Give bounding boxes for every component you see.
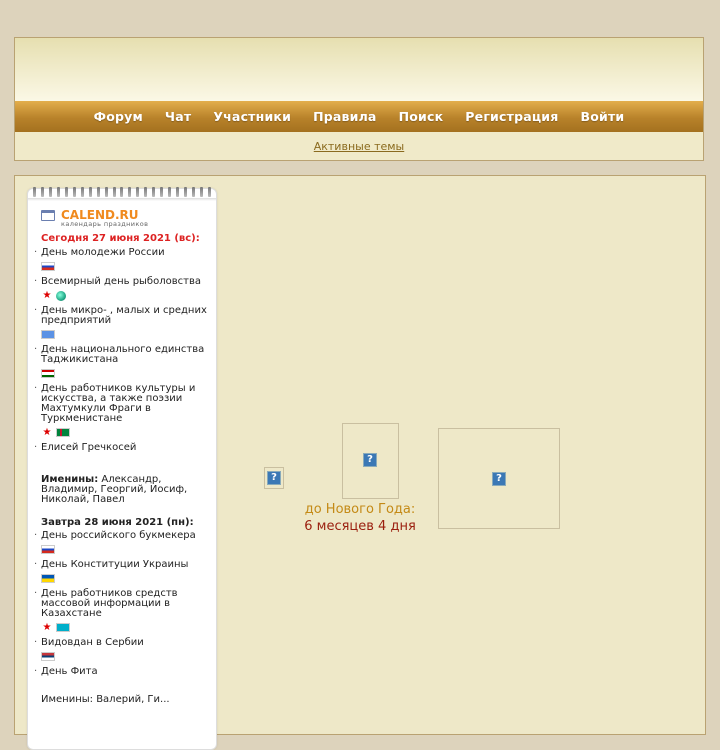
main-nav xyxy=(15,101,703,132)
star-icon: ★ xyxy=(42,427,52,438)
russia-flag-icon xyxy=(41,545,55,554)
holiday-item[interactable]: · День Конституции Украины xyxy=(41,560,211,584)
un-flag-icon xyxy=(41,330,55,339)
holiday-item[interactable]: · День российского букмекера xyxy=(41,531,211,555)
holiday-item[interactable]: · День работников культуры и искусства, а также поэзии Махтумкули Фраги в Туркменистане ★ xyxy=(34,383,196,438)
sub-nav xyxy=(15,132,703,160)
holiday-item[interactable]: · День работников средств массовой информации в Казахстане ★ xyxy=(34,588,178,633)
holiday-item[interactable]: · День национального единства Таджикистана xyxy=(41,345,211,379)
forum-header xyxy=(14,37,704,161)
russia-flag-icon xyxy=(41,262,55,271)
nav-search[interactable]: Поиск xyxy=(398,109,444,124)
calend-logo[interactable] xyxy=(41,209,211,231)
nav-rules[interactable]: Правила xyxy=(313,109,377,124)
nav-chat[interactable]: Чат xyxy=(164,109,192,124)
star-icon: ★ xyxy=(42,290,52,301)
nav-login[interactable]: Войти xyxy=(580,109,625,124)
nav-register[interactable]: Регистрация xyxy=(465,109,559,124)
holiday-item[interactable]: · День Фита xyxy=(34,666,98,677)
serbia-flag-icon xyxy=(41,652,55,661)
holiday-item[interactable]: · День молодежи России xyxy=(41,248,211,272)
banner-image-small[interactable] xyxy=(264,467,284,489)
calendar-icon xyxy=(41,210,55,221)
broken-image-icon: ? xyxy=(363,453,377,467)
header-banner xyxy=(15,38,703,101)
brand-subtitle: календарь праздников xyxy=(61,220,149,228)
new-year-countdown-value: 6 месяцев 4 дня xyxy=(304,519,416,534)
globe-icon xyxy=(56,291,66,301)
brand-name: CALEND.RU xyxy=(61,208,139,222)
namedays-today: Именины: Александр, Владимир, Георгий, Иосиф, Николай, Павел xyxy=(41,474,188,505)
active-topics-link[interactable]: Активные темы xyxy=(313,139,405,153)
holiday-item[interactable]: · Видовдан в Сербии xyxy=(41,638,211,662)
spiral-binding xyxy=(33,187,211,201)
kazakhstan-flag-icon xyxy=(56,623,70,632)
holiday-item[interactable]: · День микро- , малых и средних предприятий xyxy=(41,306,211,340)
holiday-item[interactable]: · Всемирный день рыболовства ★ xyxy=(34,276,201,301)
nav-members[interactable]: Участники xyxy=(213,109,292,124)
tajikistan-flag-icon xyxy=(41,369,55,378)
main-content xyxy=(14,175,706,735)
broken-image-icon: ? xyxy=(267,471,281,485)
namedays-tomorrow: Именины: Валерий, Ги... xyxy=(41,694,170,705)
turkmenistan-flag-icon xyxy=(56,428,70,437)
banner-image-medium[interactable] xyxy=(342,423,399,499)
today-heading: Сегодня 27 июня 2021 (вс): xyxy=(41,233,200,244)
new-year-countdown-label: до Нового Года: xyxy=(304,502,416,517)
tomorrow-heading: Завтра 28 июня 2021 (пн): xyxy=(41,517,194,528)
holiday-item[interactable]: · Елисей Гречкосей xyxy=(34,442,137,453)
nav-forum[interactable]: Форум xyxy=(93,109,143,124)
ukraine-flag-icon xyxy=(41,574,55,583)
holiday-calendar-widget xyxy=(27,188,217,750)
broken-image-icon: ? xyxy=(492,472,506,486)
star-icon: ★ xyxy=(42,622,52,633)
